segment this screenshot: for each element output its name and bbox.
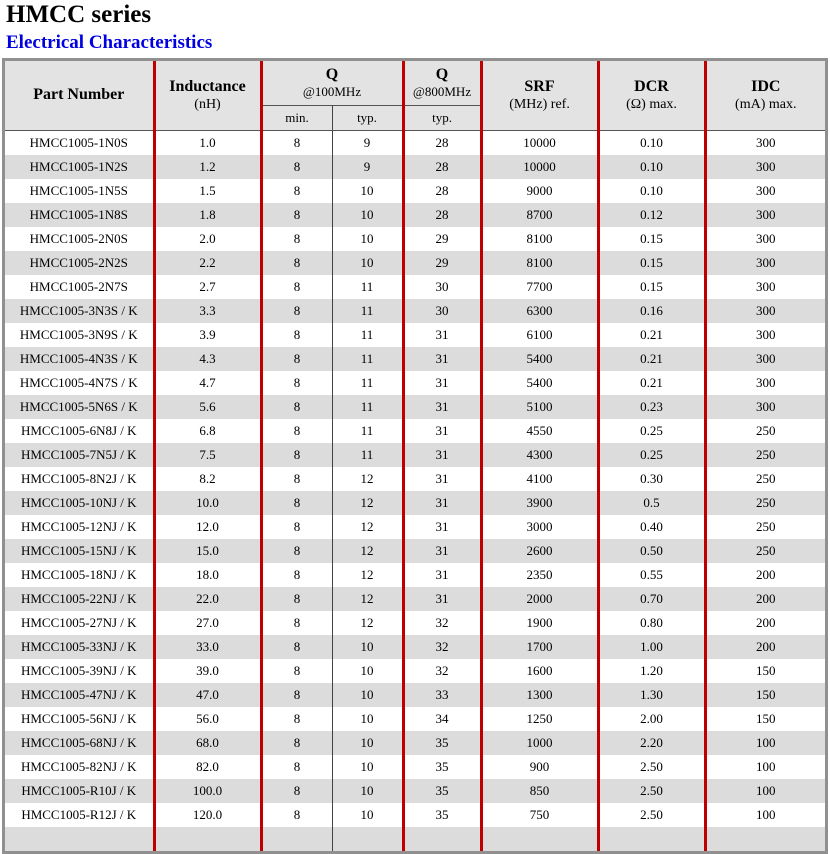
cell-q100-typ: 10 bbox=[332, 779, 403, 803]
cell-dcr: 0.12 bbox=[598, 203, 705, 227]
cell-srf: 8700 bbox=[481, 203, 598, 227]
header-q-100mhz: Q @100MHz bbox=[261, 61, 403, 105]
cell-dcr: 0.5 bbox=[598, 491, 705, 515]
cell-part-number: HMCC1005-56NJ / K bbox=[5, 707, 154, 731]
cell-srf: 4300 bbox=[481, 443, 598, 467]
cell-inductance: 7.5 bbox=[154, 443, 261, 467]
cell-srf: 3000 bbox=[481, 515, 598, 539]
cell-inductance: 100.0 bbox=[154, 779, 261, 803]
electrical-characteristics-table bbox=[5, 61, 825, 853]
cell-q800-typ: 31 bbox=[403, 323, 481, 347]
cell-part-number: HMCC1005-2N7S bbox=[5, 275, 154, 299]
cell-q800-typ: 30 bbox=[403, 299, 481, 323]
cell-part-number: HMCC1005-22NJ / K bbox=[5, 587, 154, 611]
cell-q800-typ: 28 bbox=[403, 155, 481, 179]
cell-q100-typ: 10 bbox=[332, 755, 403, 779]
cell-part-number: HMCC1005-4N7S / K bbox=[5, 371, 154, 395]
cell-q100-min: 8 bbox=[261, 155, 332, 179]
cell-q100-min: 8 bbox=[261, 731, 332, 755]
cell-inductance: 2.7 bbox=[154, 275, 261, 299]
cell-q100-min: 8 bbox=[261, 515, 332, 539]
table-row bbox=[5, 659, 825, 683]
table-row bbox=[5, 443, 825, 467]
cell-part-number: HMCC1005-7N5J / K bbox=[5, 443, 154, 467]
cell-empty bbox=[332, 827, 403, 853]
cell-dcr: 2.50 bbox=[598, 755, 705, 779]
cell-q800-typ: 31 bbox=[403, 563, 481, 587]
cell-q100-min: 8 bbox=[261, 275, 332, 299]
cell-q800-typ: 34 bbox=[403, 707, 481, 731]
header-q2-typ: typ. bbox=[403, 105, 481, 130]
cell-q100-typ: 11 bbox=[332, 371, 403, 395]
table-row bbox=[5, 515, 825, 539]
cell-idc: 300 bbox=[705, 395, 825, 419]
cell-dcr: 0.10 bbox=[598, 179, 705, 203]
cell-srf: 850 bbox=[481, 779, 598, 803]
page-title: HMCC series bbox=[6, 1, 152, 28]
cell-inductance: 47.0 bbox=[154, 683, 261, 707]
cell-dcr: 0.25 bbox=[598, 419, 705, 443]
cell-q100-min: 8 bbox=[261, 803, 332, 827]
cell-q100-typ: 11 bbox=[332, 419, 403, 443]
cell-dcr: 2.20 bbox=[598, 731, 705, 755]
cell-q100-typ: 9 bbox=[332, 155, 403, 179]
cell-q100-min: 8 bbox=[261, 347, 332, 371]
cell-inductance: 82.0 bbox=[154, 755, 261, 779]
cell-q800-typ: 31 bbox=[403, 467, 481, 491]
cell-inductance: 12.0 bbox=[154, 515, 261, 539]
cell-srf: 1300 bbox=[481, 683, 598, 707]
cell-q100-typ: 11 bbox=[332, 323, 403, 347]
cell-idc: 300 bbox=[705, 371, 825, 395]
table-row bbox=[5, 731, 825, 755]
cell-part-number: HMCC1005-8N2J / K bbox=[5, 467, 154, 491]
cell-srf: 2600 bbox=[481, 539, 598, 563]
cell-q100-typ: 12 bbox=[332, 491, 403, 515]
cell-dcr: 1.30 bbox=[598, 683, 705, 707]
header-dcr: DCR (Ω) max. bbox=[598, 61, 705, 130]
cell-idc: 300 bbox=[705, 227, 825, 251]
cell-q100-min: 8 bbox=[261, 779, 332, 803]
table-row bbox=[5, 347, 825, 371]
section-subtitle: Electrical Characteristics bbox=[6, 32, 213, 53]
cell-q100-typ: 10 bbox=[332, 251, 403, 275]
cell-dcr: 2.50 bbox=[598, 779, 705, 803]
cell-inductance: 1.0 bbox=[154, 130, 261, 155]
cell-q100-min: 8 bbox=[261, 395, 332, 419]
cell-q100-typ: 12 bbox=[332, 587, 403, 611]
cell-srf: 10000 bbox=[481, 155, 598, 179]
cell-dcr: 0.21 bbox=[598, 347, 705, 371]
cell-q800-typ: 32 bbox=[403, 635, 481, 659]
table-row bbox=[5, 491, 825, 515]
table-row-empty bbox=[5, 827, 825, 853]
cell-srf: 6300 bbox=[481, 299, 598, 323]
electrical-characteristics-table-frame bbox=[2, 58, 828, 854]
table-row bbox=[5, 803, 825, 827]
cell-q100-min: 8 bbox=[261, 467, 332, 491]
cell-idc: 300 bbox=[705, 203, 825, 227]
cell-q800-typ: 31 bbox=[403, 443, 481, 467]
cell-idc: 250 bbox=[705, 419, 825, 443]
cell-idc: 150 bbox=[705, 707, 825, 731]
cell-q800-typ: 35 bbox=[403, 803, 481, 827]
cell-srf: 4550 bbox=[481, 419, 598, 443]
cell-q100-min: 8 bbox=[261, 323, 332, 347]
cell-part-number: HMCC1005-68NJ / K bbox=[5, 731, 154, 755]
cell-q100-min: 8 bbox=[261, 539, 332, 563]
cell-part-number: HMCC1005-6N8J / K bbox=[5, 419, 154, 443]
cell-q100-min: 8 bbox=[261, 371, 332, 395]
cell-dcr: 0.80 bbox=[598, 611, 705, 635]
cell-srf: 8100 bbox=[481, 227, 598, 251]
cell-q100-min: 8 bbox=[261, 251, 332, 275]
cell-inductance: 1.2 bbox=[154, 155, 261, 179]
cell-part-number: HMCC1005-27NJ / K bbox=[5, 611, 154, 635]
header-idc: IDC (mA) max. bbox=[705, 61, 825, 130]
cell-q100-min: 8 bbox=[261, 611, 332, 635]
cell-inductance: 120.0 bbox=[154, 803, 261, 827]
cell-srf: 900 bbox=[481, 755, 598, 779]
cell-part-number: HMCC1005-1N5S bbox=[5, 179, 154, 203]
cell-part-number: HMCC1005-1N2S bbox=[5, 155, 154, 179]
cell-dcr: 0.40 bbox=[598, 515, 705, 539]
cell-q100-typ: 10 bbox=[332, 707, 403, 731]
cell-dcr: 0.15 bbox=[598, 251, 705, 275]
cell-inductance: 68.0 bbox=[154, 731, 261, 755]
cell-idc: 150 bbox=[705, 683, 825, 707]
cell-q100-min: 8 bbox=[261, 491, 332, 515]
cell-empty bbox=[705, 827, 825, 853]
cell-dcr: 1.00 bbox=[598, 635, 705, 659]
cell-q800-typ: 35 bbox=[403, 731, 481, 755]
cell-q100-typ: 10 bbox=[332, 803, 403, 827]
cell-srf: 9000 bbox=[481, 179, 598, 203]
cell-dcr: 0.10 bbox=[598, 155, 705, 179]
table-row bbox=[5, 227, 825, 251]
table-row bbox=[5, 539, 825, 563]
table-row bbox=[5, 323, 825, 347]
cell-q100-min: 8 bbox=[261, 227, 332, 251]
cell-idc: 300 bbox=[705, 299, 825, 323]
cell-part-number: HMCC1005-12NJ / K bbox=[5, 515, 154, 539]
cell-idc: 100 bbox=[705, 803, 825, 827]
cell-q800-typ: 31 bbox=[403, 419, 481, 443]
cell-q100-min: 8 bbox=[261, 587, 332, 611]
cell-q800-typ: 35 bbox=[403, 755, 481, 779]
cell-dcr: 0.23 bbox=[598, 395, 705, 419]
cell-inductance: 18.0 bbox=[154, 563, 261, 587]
cell-dcr: 0.15 bbox=[598, 227, 705, 251]
cell-idc: 250 bbox=[705, 443, 825, 467]
cell-q100-typ: 10 bbox=[332, 731, 403, 755]
table-row bbox=[5, 755, 825, 779]
cell-q100-typ: 10 bbox=[332, 635, 403, 659]
table-row bbox=[5, 275, 825, 299]
cell-empty bbox=[5, 827, 154, 853]
cell-srf: 10000 bbox=[481, 130, 598, 155]
cell-q100-typ: 9 bbox=[332, 130, 403, 155]
cell-q100-typ: 12 bbox=[332, 539, 403, 563]
cell-q100-typ: 10 bbox=[332, 659, 403, 683]
cell-srf: 3900 bbox=[481, 491, 598, 515]
cell-idc: 300 bbox=[705, 251, 825, 275]
cell-srf: 5400 bbox=[481, 371, 598, 395]
cell-q800-typ: 31 bbox=[403, 587, 481, 611]
cell-idc: 250 bbox=[705, 467, 825, 491]
cell-dcr: 0.55 bbox=[598, 563, 705, 587]
cell-srf: 1250 bbox=[481, 707, 598, 731]
cell-part-number: HMCC1005-10NJ / K bbox=[5, 491, 154, 515]
cell-part-number: HMCC1005-39NJ / K bbox=[5, 659, 154, 683]
cell-idc: 200 bbox=[705, 587, 825, 611]
cell-q100-typ: 10 bbox=[332, 227, 403, 251]
cell-q100-typ: 12 bbox=[332, 467, 403, 491]
cell-idc: 100 bbox=[705, 779, 825, 803]
cell-idc: 100 bbox=[705, 755, 825, 779]
cell-idc: 200 bbox=[705, 563, 825, 587]
cell-empty bbox=[598, 827, 705, 853]
cell-empty bbox=[261, 827, 332, 853]
cell-inductance: 8.2 bbox=[154, 467, 261, 491]
table-row bbox=[5, 299, 825, 323]
cell-q800-typ: 33 bbox=[403, 683, 481, 707]
header-inductance: Inductance (nH) bbox=[154, 61, 261, 130]
cell-part-number: HMCC1005-4N3S / K bbox=[5, 347, 154, 371]
cell-dcr: 0.25 bbox=[598, 443, 705, 467]
cell-idc: 300 bbox=[705, 130, 825, 155]
table-row bbox=[5, 371, 825, 395]
cell-srf: 4100 bbox=[481, 467, 598, 491]
cell-dcr: 0.21 bbox=[598, 323, 705, 347]
cell-idc: 250 bbox=[705, 539, 825, 563]
cell-idc: 250 bbox=[705, 515, 825, 539]
cell-part-number: HMCC1005-R12J / K bbox=[5, 803, 154, 827]
header-part-number: Part Number bbox=[5, 61, 154, 130]
cell-q100-typ: 12 bbox=[332, 515, 403, 539]
cell-q100-min: 8 bbox=[261, 659, 332, 683]
cell-q800-typ: 31 bbox=[403, 371, 481, 395]
cell-empty bbox=[154, 827, 261, 853]
cell-q100-min: 8 bbox=[261, 563, 332, 587]
cell-inductance: 6.8 bbox=[154, 419, 261, 443]
cell-q100-min: 8 bbox=[261, 130, 332, 155]
cell-inductance: 4.7 bbox=[154, 371, 261, 395]
cell-q800-typ: 32 bbox=[403, 611, 481, 635]
cell-q100-typ: 12 bbox=[332, 611, 403, 635]
cell-q800-typ: 31 bbox=[403, 515, 481, 539]
cell-srf: 8100 bbox=[481, 251, 598, 275]
cell-inductance: 15.0 bbox=[154, 539, 261, 563]
cell-part-number: HMCC1005-R10J / K bbox=[5, 779, 154, 803]
cell-q800-typ: 29 bbox=[403, 251, 481, 275]
cell-srf: 1600 bbox=[481, 659, 598, 683]
cell-q100-min: 8 bbox=[261, 203, 332, 227]
cell-dcr: 2.00 bbox=[598, 707, 705, 731]
cell-idc: 300 bbox=[705, 155, 825, 179]
table-row bbox=[5, 251, 825, 275]
cell-inductance: 1.5 bbox=[154, 179, 261, 203]
cell-q800-typ: 31 bbox=[403, 539, 481, 563]
cell-part-number: HMCC1005-5N6S / K bbox=[5, 395, 154, 419]
cell-q100-min: 8 bbox=[261, 179, 332, 203]
cell-q100-typ: 11 bbox=[332, 395, 403, 419]
cell-srf: 1900 bbox=[481, 611, 598, 635]
cell-q100-min: 8 bbox=[261, 707, 332, 731]
cell-inductance: 56.0 bbox=[154, 707, 261, 731]
cell-inductance: 2.0 bbox=[154, 227, 261, 251]
cell-q100-min: 8 bbox=[261, 419, 332, 443]
cell-idc: 250 bbox=[705, 491, 825, 515]
cell-part-number: HMCC1005-3N9S / K bbox=[5, 323, 154, 347]
cell-srf: 1700 bbox=[481, 635, 598, 659]
cell-srf: 750 bbox=[481, 803, 598, 827]
cell-empty bbox=[481, 827, 598, 853]
cell-q800-typ: 28 bbox=[403, 130, 481, 155]
table-row bbox=[5, 707, 825, 731]
cell-q800-typ: 31 bbox=[403, 395, 481, 419]
cell-srf: 1000 bbox=[481, 731, 598, 755]
cell-dcr: 1.20 bbox=[598, 659, 705, 683]
table-row bbox=[5, 419, 825, 443]
cell-q800-typ: 28 bbox=[403, 203, 481, 227]
cell-part-number: HMCC1005-1N0S bbox=[5, 130, 154, 155]
cell-dcr: 0.50 bbox=[598, 539, 705, 563]
table-row bbox=[5, 779, 825, 803]
table-row bbox=[5, 635, 825, 659]
cell-q800-typ: 30 bbox=[403, 275, 481, 299]
header-q-800mhz: Q @800MHz bbox=[403, 61, 481, 105]
cell-srf: 5400 bbox=[481, 347, 598, 371]
cell-q800-typ: 31 bbox=[403, 347, 481, 371]
cell-dcr: 0.70 bbox=[598, 587, 705, 611]
cell-idc: 100 bbox=[705, 731, 825, 755]
cell-inductance: 1.8 bbox=[154, 203, 261, 227]
cell-part-number: HMCC1005-33NJ / K bbox=[5, 635, 154, 659]
cell-q100-typ: 12 bbox=[332, 563, 403, 587]
cell-srf: 7700 bbox=[481, 275, 598, 299]
cell-q800-typ: 29 bbox=[403, 227, 481, 251]
cell-part-number: HMCC1005-18NJ / K bbox=[5, 563, 154, 587]
cell-srf: 2350 bbox=[481, 563, 598, 587]
cell-idc: 300 bbox=[705, 323, 825, 347]
table-row bbox=[5, 563, 825, 587]
cell-dcr: 0.30 bbox=[598, 467, 705, 491]
cell-q100-typ: 11 bbox=[332, 443, 403, 467]
cell-q800-typ: 28 bbox=[403, 179, 481, 203]
cell-inductance: 27.0 bbox=[154, 611, 261, 635]
cell-inductance: 3.9 bbox=[154, 323, 261, 347]
cell-inductance: 10.0 bbox=[154, 491, 261, 515]
cell-inductance: 4.3 bbox=[154, 347, 261, 371]
cell-q800-typ: 31 bbox=[403, 491, 481, 515]
cell-q100-typ: 11 bbox=[332, 347, 403, 371]
table-row bbox=[5, 395, 825, 419]
cell-inductance: 3.3 bbox=[154, 299, 261, 323]
cell-inductance: 39.0 bbox=[154, 659, 261, 683]
cell-inductance: 5.6 bbox=[154, 395, 261, 419]
cell-q100-min: 8 bbox=[261, 755, 332, 779]
table-row bbox=[5, 587, 825, 611]
table-row bbox=[5, 683, 825, 707]
table-row bbox=[5, 611, 825, 635]
cell-idc: 300 bbox=[705, 179, 825, 203]
header-srf: SRF (MHz) ref. bbox=[481, 61, 598, 130]
cell-q100-min: 8 bbox=[261, 299, 332, 323]
cell-dcr: 0.10 bbox=[598, 130, 705, 155]
cell-part-number: HMCC1005-2N2S bbox=[5, 251, 154, 275]
table-row bbox=[5, 467, 825, 491]
cell-q800-typ: 32 bbox=[403, 659, 481, 683]
header-q1-typ: typ. bbox=[332, 105, 403, 130]
cell-part-number: HMCC1005-1N8S bbox=[5, 203, 154, 227]
cell-srf: 5100 bbox=[481, 395, 598, 419]
table-row bbox=[5, 130, 825, 155]
cell-q100-min: 8 bbox=[261, 683, 332, 707]
header-q1-min: min. bbox=[261, 105, 332, 130]
table-row bbox=[5, 203, 825, 227]
cell-idc: 300 bbox=[705, 275, 825, 299]
cell-part-number: HMCC1005-15NJ / K bbox=[5, 539, 154, 563]
cell-q100-typ: 11 bbox=[332, 299, 403, 323]
cell-part-number: HMCC1005-47NJ / K bbox=[5, 683, 154, 707]
cell-part-number: HMCC1005-82NJ / K bbox=[5, 755, 154, 779]
table-row bbox=[5, 179, 825, 203]
cell-inductance: 33.0 bbox=[154, 635, 261, 659]
cell-q100-min: 8 bbox=[261, 443, 332, 467]
cell-inductance: 2.2 bbox=[154, 251, 261, 275]
cell-srf: 2000 bbox=[481, 587, 598, 611]
cell-idc: 200 bbox=[705, 635, 825, 659]
cell-part-number: HMCC1005-3N3S / K bbox=[5, 299, 154, 323]
cell-dcr: 0.15 bbox=[598, 275, 705, 299]
cell-srf: 6100 bbox=[481, 323, 598, 347]
cell-q100-typ: 10 bbox=[332, 683, 403, 707]
cell-q100-typ: 10 bbox=[332, 203, 403, 227]
cell-part-number: HMCC1005-2N0S bbox=[5, 227, 154, 251]
cell-q800-typ: 35 bbox=[403, 779, 481, 803]
table-body bbox=[5, 130, 825, 853]
cell-idc: 300 bbox=[705, 347, 825, 371]
cell-q100-min: 8 bbox=[261, 635, 332, 659]
cell-empty bbox=[403, 827, 481, 853]
cell-q100-typ: 10 bbox=[332, 179, 403, 203]
cell-dcr: 0.16 bbox=[598, 299, 705, 323]
cell-dcr: 2.50 bbox=[598, 803, 705, 827]
cell-inductance: 22.0 bbox=[154, 587, 261, 611]
cell-idc: 150 bbox=[705, 659, 825, 683]
cell-q100-typ: 11 bbox=[332, 275, 403, 299]
cell-dcr: 0.21 bbox=[598, 371, 705, 395]
table-row bbox=[5, 155, 825, 179]
cell-idc: 200 bbox=[705, 611, 825, 635]
